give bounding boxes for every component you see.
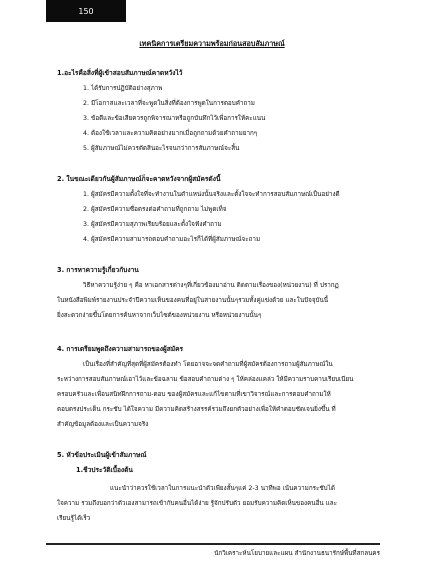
list-item: 4. ต้องใช้เวลาและความคิดอย่างมากเมื่อถูกถามด้วยคำถามยากๆ: [83, 130, 258, 137]
list-item: 1. ได้รับการปฏิบัติอย่างสุภาพ: [83, 85, 163, 92]
list-item: 2. ผู้สมัครมีความซื่อตรงต่อคำถามที่ถูกถาม ไม่พูดเท็จ: [83, 206, 227, 213]
paragraph-line: วิธีหาความรู้ง่าย ๆ คือ หาเอกสารต่างๆที่เกี่ยวข้องมาอ่าน ติดตามเรื่องของ(หน่วยงาน) ที่ ปรากฏ: [83, 282, 339, 289]
paragraph-line: แนะนำว่าควรใช้เวลาในการแนะนำตัวเพียงสั้นๆแค่ 2-3 นาทีพอ เน้นความกระชับได้: [110, 485, 335, 492]
section-heading: 1.อะไรคือสิ่งที่ผู้เข้าสอบสัมภาษณ์คาดหวังไว้: [57, 69, 183, 77]
paragraph-line: ระหว่างการสอบสัมภาษณ์เอาไว้และข้อฉลาม ข้อสอบคำถามต่าง ๆ ให้คล่องแคล่ว ให้มีความราบคาบเรียบเนียน: [57, 376, 354, 383]
list-item: 3. ผู้สมัครมีความสุภาพเรียบร้อยและตั้งใจฟังคำถาม: [83, 221, 222, 228]
paragraph-line: ยิ่งสะดวกง่ายขึ้นโดยการค้นหาจากเว็บไซต์ของหน่วยงาน หรือหน่วยงานนั้นๆ: [57, 312, 262, 319]
paragraph-line: เป็นเรื่องที่สำคัญที่สุดที่ผู้สมัครต้องทำ โดยอาจจะจดคำถามที่ผู้สมัครต้องการถามผู้สัมภาษณ์ใน: [83, 361, 333, 368]
paragraph-line: เรียนรู้ได้เร็ว: [57, 515, 91, 522]
document-title: เทคนิคการเตรียมความพร้อมก่อนสอบสัมภาษณ์: [139, 39, 285, 48]
page-number: 150: [46, 0, 126, 22]
paragraph-line: ครอบครัวและเพื่อนสนิทฝึกการถาม-ตอบ ของผู้สมัครและแก้ไขตามที่เขาวิจารณ์และการตอบคำถามให้: [57, 391, 331, 398]
section-heading: 3. การหาความรู้เกี่ยวกับงาน: [57, 266, 139, 274]
list-item: 3. ข้อดีและข้อเสียควรถูกพิจารณาหรือถูกบันทึกไว้เพื่อการให้คะแนน: [83, 115, 266, 122]
list-item: 5. ผู้สัมภาษณ์ไม่ควรตัดสินอะไรจนกว่าการสัมภาษณ์จะสิ้น: [83, 145, 240, 152]
paragraph-line: สำคัญข้อมูลต้องและเป็นความจริง: [57, 421, 149, 428]
paragraph-line: ในหนังสือพิมพ์รายงานประจำปีความเห็นของคนที่อยู่ในสายงานนั้นๆรวมทั้งคู่แข่งด้วย และในปัจจุบันนี้: [57, 297, 329, 304]
section-heading: 5. หัวข้อประเมินผู้เข้าสัมภาษณ์: [57, 451, 147, 459]
footer-divider: [46, 543, 380, 545]
section-heading: 2. ในขณะเดียวกันผู้สัมภาษณ์ก็จะคาดหวังจากผู้สมัครดังนี้: [57, 175, 221, 183]
paragraph-line: ใจความ รวมถึงบอกว่าตัวเองสามารถเข้ากับคนอื่นได้ง่าย รู้จักปรับตัว ยอมรับความคิดเห็นของคนอื่น และ: [57, 500, 337, 507]
list-item: 4. ผู้สมัครมีความสามารถตอบคำถามอะไรก็ได้ที่ผู้สัมภาษณ์จะถาม: [83, 236, 261, 243]
subsection-heading: 1.ชีวประวัติเบื้องต้น: [76, 466, 133, 474]
page-footer: นักวิเคราะห์นโยบายและแผน สำนักงานธนารักษ์พื้นที่สกลนคร: [214, 550, 380, 557]
section-heading: 4. การเตรียมพูดถึงความสามารถของผู้สมัคร: [57, 345, 184, 353]
list-item: 2. มีโอกาสและเวลาที่จะพูดในสิ่งที่ต้องการพูดในการตอบคำถาม: [83, 100, 255, 107]
paragraph-line: ตอบตรงประเด็น กระชับ ได้ใจความ มีความคิดสร้างสรรค์รวมถึงยกตัวอย่างเพื่อให้คำตอบชัดเจนยิ่งขึ้น ที่: [57, 406, 336, 413]
list-item: 1. ผู้สมัครมีความตั้งใจที่จะทำงานในตำแหน่งนั้นจริงและตั้งใจจะทำการสอบสัมภาษณ์เป็นอย่างดี: [83, 191, 340, 198]
